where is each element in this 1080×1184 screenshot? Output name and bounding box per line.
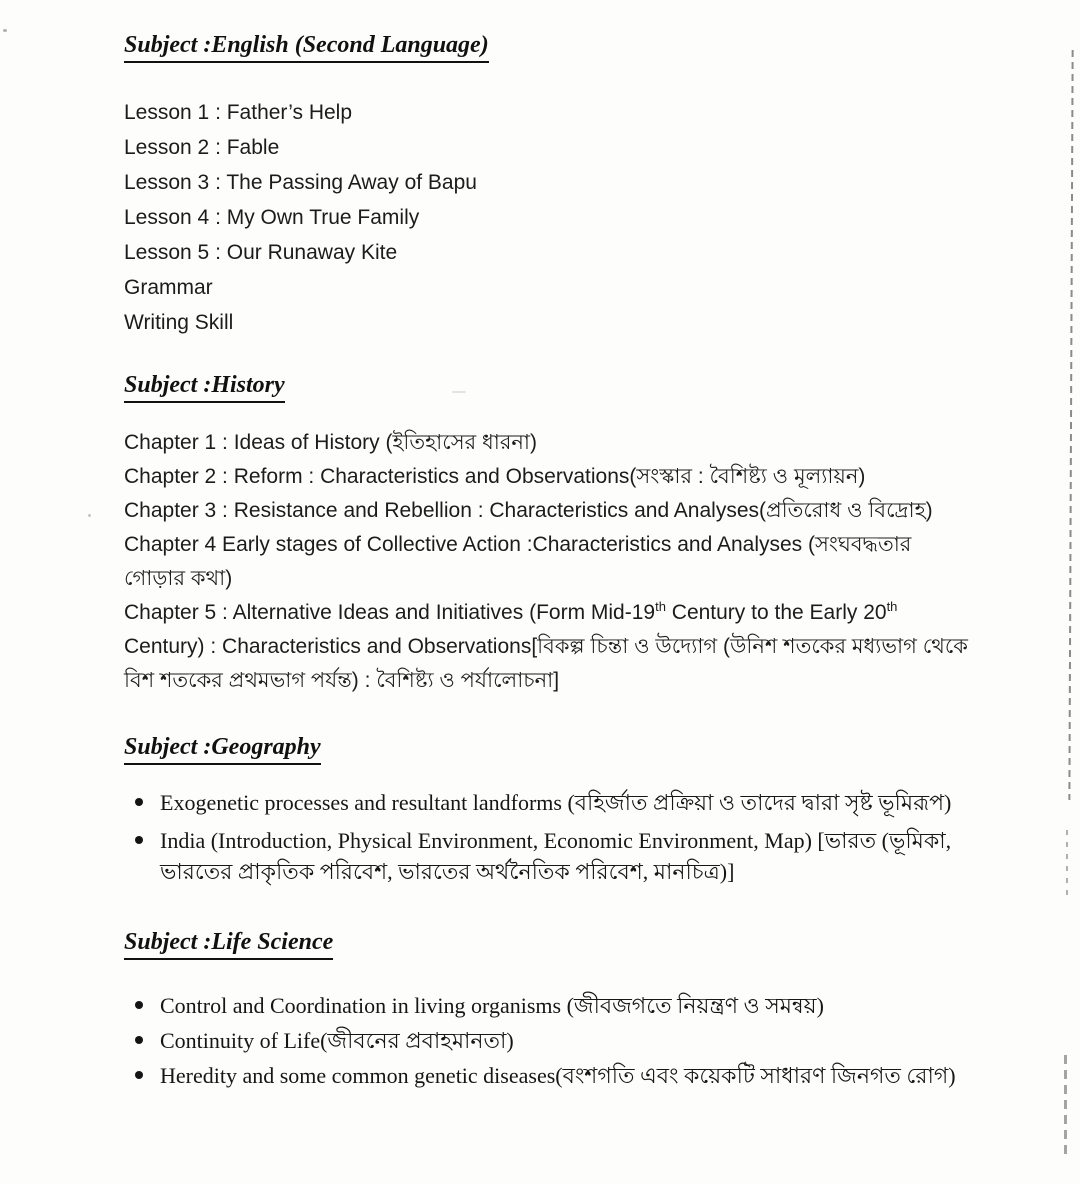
topic-text: Control and Coordination in living organisms (জীবজগতে নিয়ন্ত্রণ ও সমন্বয়): [160, 993, 824, 1018]
subject-heading-history-text: Subject :History: [124, 370, 285, 403]
subject-heading-geography-text: Subject :Geography: [124, 732, 321, 765]
lesson-item-grammar: Grammar: [124, 276, 213, 299]
topic-text: Continuity of Life(জীবনের প্রবাহমানতা): [160, 1028, 514, 1053]
scan-artifact-dashed-line: [1068, 50, 1073, 800]
chapter-item-3: Chapter 3 : Resistance and Rebellion : Characteristics and Analyses(প্রতিরোধ ও বিদ্রোহ): [124, 499, 933, 522]
chapter-item-2: Chapter 2 : Reform : Characteristics and Observations(সংস্কার : বৈশিষ্ট্য ও মূল্যায়ন): [124, 465, 866, 488]
section-english: [124, 30, 970, 340]
chapter-item-5: [124, 596, 970, 698]
subject-heading-english-text: Subject :English (Second Language): [124, 30, 489, 63]
lesson-item-1: Lesson 1 : Father’s Help: [124, 101, 353, 124]
topic-text: Exogenetic processes and resultant landforms (বহির্জাত প্রক্রিয়া ও তাদের দ্বারা সৃষ্ট ভূমিরূপ): [160, 790, 952, 815]
lesson-list: [124, 95, 970, 340]
bullet-icon: [135, 1036, 143, 1044]
scan-artifact-dashed-line: [1064, 1055, 1067, 1155]
section-life-science: [124, 927, 970, 1091]
subject-heading-geography: [124, 732, 970, 765]
lesson-item-4: Lesson 4 : My Own True Family: [124, 206, 420, 229]
subject-heading-english: [124, 30, 970, 63]
superscript-th-2: th: [886, 599, 898, 614]
bullet-icon: [135, 798, 143, 806]
section-geography: [124, 732, 970, 887]
lesson-item-3: Lesson 3 : The Passing Away of Bapu: [124, 171, 477, 194]
subject-heading-life-science: [124, 927, 970, 960]
section-history: [124, 370, 970, 698]
topic-item-india: [124, 825, 970, 887]
lesson-item-5: Lesson 5 : Our Runaway Kite: [124, 241, 398, 264]
bullet-icon: [135, 1001, 143, 1009]
lesson-item-2: Lesson 2 : Fable: [124, 136, 280, 159]
bullet-icon: [135, 1071, 143, 1079]
scan-artifact-dashed-line: [1066, 830, 1068, 900]
chapter-list: [124, 426, 970, 698]
superscript-th-1: th: [655, 599, 666, 614]
topic-text: India (Introduction, Physical Environment, Economic Environment, Map) [ভারত (ভূমিকা, ভারতের প্রাকৃতিক পরিবেশ, ভারতের অর্থনৈতিক পরিবেশ, মানচিত্র)]: [160, 828, 952, 884]
subject-heading-history: [124, 370, 970, 403]
bullet-icon: [135, 836, 143, 844]
scan-speck: [88, 514, 91, 517]
geography-topic-list: [124, 787, 970, 887]
life-science-topic-list: [124, 990, 970, 1091]
subject-heading-life-science-text: Subject :Life Science: [124, 927, 333, 960]
document-content: [124, 30, 970, 1095]
topic-item-control-coordination: [124, 990, 970, 1021]
chapter-item-1: Chapter 1 : Ideas of History (ইতিহাসের ধারনা): [124, 431, 537, 454]
lesson-item-writing-skill: Writing Skill: [124, 311, 234, 334]
chapter-5-text-a: Chapter 5 : Alternative Ideas and Initiatives (Form Mid-19: [124, 601, 656, 624]
chapter-item-4: Chapter 4 Early stages of Collective Action :Characteristics and Analyses (সংঘবদ্ধতার গোড়ার কথা): [124, 533, 912, 590]
topic-item-continuity-of-life: [124, 1025, 970, 1056]
topic-item-heredity: [124, 1060, 970, 1091]
chapter-5-text-c: Century) : Characteristics and Observations[বিকল্প চিন্তা ও উদ্যোগ (উনিশ শতকের মধ্যভাগ থেকে বিশ শতকের প্রথমভাগ পর্যন্ত) : বৈশিষ্ট্য ও পর্যালোচনা]: [124, 635, 968, 692]
chapter-5-text-b: Century to the Early 20: [665, 601, 887, 624]
scan-speck: [3, 29, 7, 32]
topic-item-exogenetic: [124, 787, 970, 818]
topic-text: Heredity and some common genetic diseases(বংশগতি এবং কয়েকটি সাধারণ জিনগত রোগ): [160, 1063, 956, 1088]
